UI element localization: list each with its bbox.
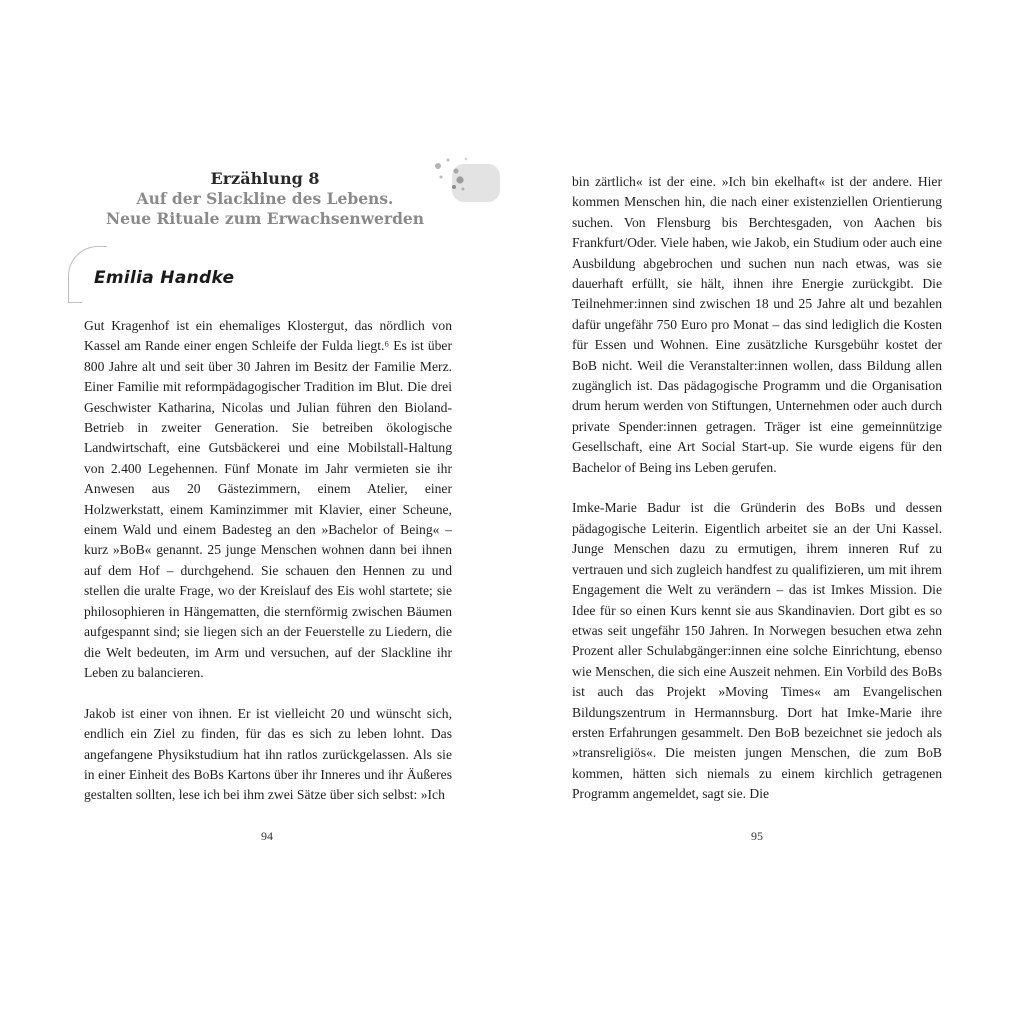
paragraph: bin zärtlich« ist der eine. »Ich bin ekelhaft« ist der andere. Hier kommen Menschen hin, die nach einer existenziellen Orientierung suchen. Von Flensburg bis Berchtesgaden, von Aachen bis Frankfurt/Oder. Viele haben, wie Jakob, ein Studium oder auch eine Ausbildung abgebrochen und suchen nun nach etwas, was sie dauerhaft erfüllt, sie hält, ihnen ihre Energie zurückgibt. Die Teilnehmer:innen sind zwischen 18 und 25 Jahre alt und bezahlen dafür ungefähr 750 Euro pro Monat – das sind lediglich die Kosten für Essen und Wohnen. Eine zusätzliche Kursgebühr kostet der BoB nicht. Weil die Veranstalter:innen wollen, dass Bildung allen zugänglich ist. Das pädagogische Programm und die Organisation drum herum werden von Stiftungen, Unternehmen oder auch durch private Spender:innen getragen. Träger ist eine gemeinnützige Gesellschaft, eine Art Social Start-up. Sie wurde eigens für den Bachelor of Being ins Leben gerufen. [572, 174, 942, 475]
author-name: Emilia Handke [94, 268, 235, 288]
decorative-dots-graphic [430, 156, 502, 208]
chapter-heading [100, 168, 430, 229]
body-text [572, 172, 942, 805]
chapter-title-line-2: Neue Rituale zum Erwachsenwerden [105, 209, 425, 228]
paragraph: Imke-Marie Badur ist die Gründerin des BoBs und dessen pädagogische Leiterin. Eigentlich arbeitet sie an der Uni Kassel. Junge Menschen dazu zu ermutigen, ihrem inneren Ruf zu vertrauen und sich zugleich handfest zu qualifizieren, um mit ihrem Engagement die Welt zu verändern – das ist Imkes Mission. Die Idee für so einen Kurs kennt sie aus Skandinavien. Dort gibt es so etwas seit ungefähr 150 Jahren. In Norwegen besuchen etwa zehn Prozent aller Schulabgänger:innen eine solche Einrichtung, ebenso wie Menschen, die sich eine Auszeit nehmen. Ein Vorbild des BoBs ist auch das Projekt »Moving Times« am Evangelischen Bildungszentrum in Hermannsburg. Dort hat Imke-Marie ihre ersten Erfahrungen gesammelt. Den BoB bezeichnet sie jedoch als »transreligiös«. Die meisten jungen Menschen, die zum BoB kommen, hätten sich niemals zu einem kirchlich getragenen Programm angemeldet, sagt sie. Die [572, 500, 942, 802]
paragraph: Jakob ist einer von ihnen. Er ist vielleicht 20 und wünscht sich, endlich ein Ziel zu finden, für das es sich zu leben lohnt. Das angefangene Physikstudium hat ihn ratlos zurückgelassen. Als sie in einer Einheit des BoBs Kartons über ihr Inneres und ihr Äußeres gestalten sollten, lese ich bei ihm zwei Sätze über sich selbst: »Ich [84, 705, 452, 803]
chapter-title-line-1: Auf der Slackline des Lebens. [136, 189, 394, 208]
chapter-number: Erzählung 8 [210, 169, 320, 188]
body-text [84, 316, 452, 806]
author-frame-tail [68, 302, 82, 303]
right-page [512, 0, 1024, 1024]
page-number: 94 [261, 829, 273, 843]
paragraph: Gut Kragenhof ist ein ehemaliges Klostergut, das nördlich von Kassel am Rande einer engen Schleife der Fulda liegt.⁶ Es ist über 800 Jahre alt und seit über 30 Jahren im Besitz der Familie Merz. Einer Familie mit reformpädagogischer Tradition im Blut. Die drei Geschwister Katharina, Nicolas und Julian führen den Bioland-Betrieb in zweiter Generation. Sie betreiben ökologische Landwirtschaft, eine Gutsbäckerei und eine Mobilstall-Haltung von 2.400 Legehennen. Fünf Monate im Jahr vermieten sie ihr Anwesen aus 20 Gästezimmern, einem Atelier, einer Holzwerkstatt, einem Kaminzimmer mit Klavier, einer Scheune, einem Wald und einem Badesteg an den »Bachelor of Being« – kurz »BoB« genannt. 25 junge Menschen wohnen dann bei ihnen auf dem Hof – durchgehend. Sie schauen den Hennen zu und stellen die uralte Frage, wo der Kreislauf des Eis wohl startete; sie philosophieren in Hängematten, die sternförmig zwischen Bäumen aufgespannt sind; sie liegen sich an der Feuerstelle zu Liedern, die die Welt bedeuten, im Arm und versuchen, auf der Slackline ihr Leben zu balancieren. [84, 318, 452, 680]
page-number: 95 [751, 829, 763, 843]
